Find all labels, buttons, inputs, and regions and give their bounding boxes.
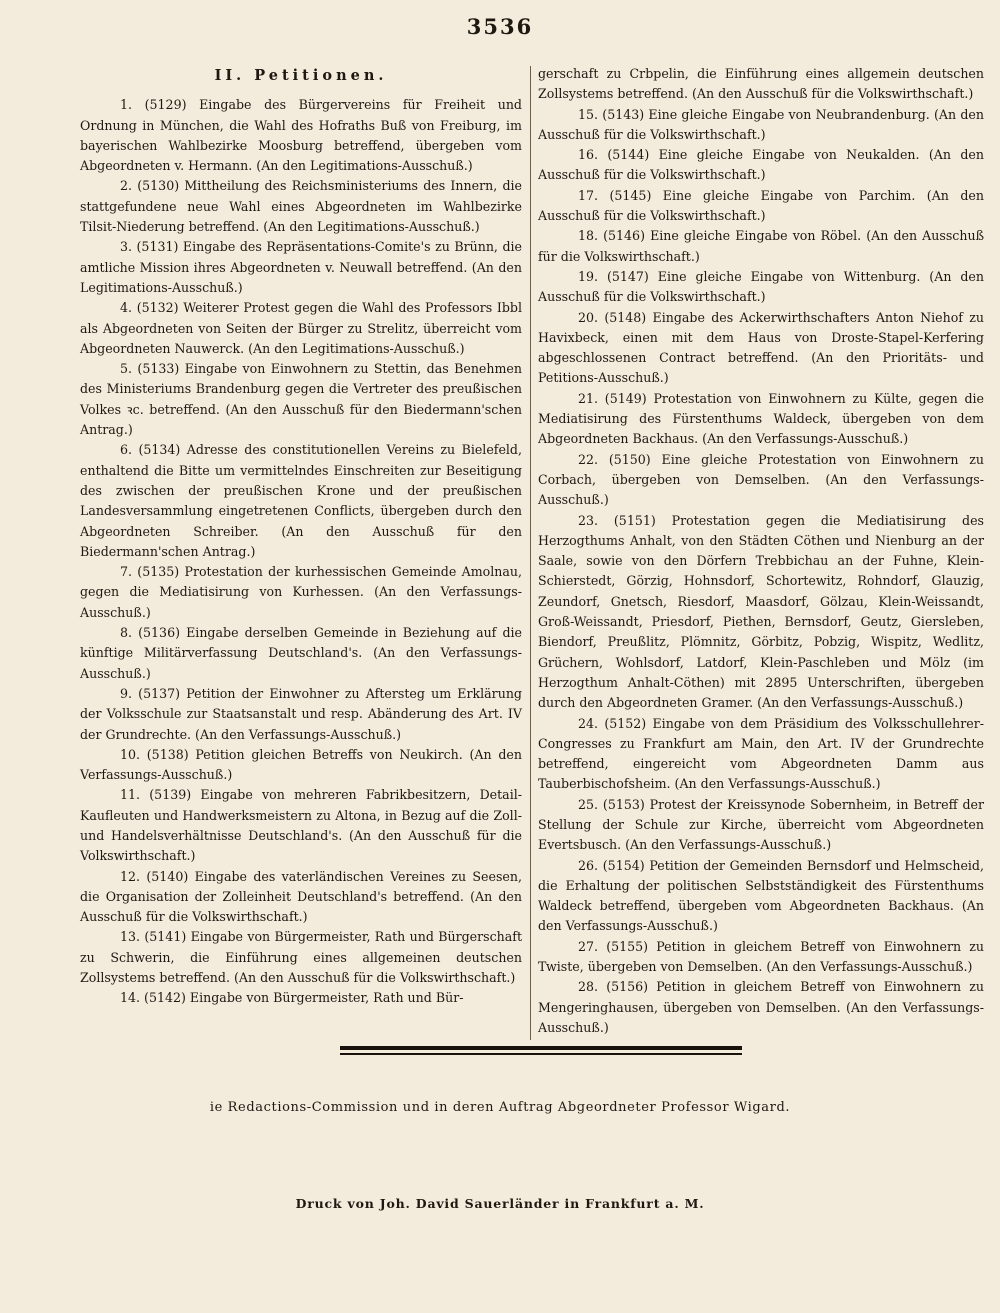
left-column (80, 64, 522, 1009)
petition-entry: gerschaft zu Crbpelin, die Einführung eines allgemein deutschen Zollsystems betreffend. (An den Ausschuß für die Volkswirthschaft.) (538, 66, 984, 102)
petition-entry: 4. (5132) Weiterer Protest gegen die Wahl des Professors Ibbl als Abgeordneten von Seiten der Bürger zu Strelitz, überreicht vom Abgeordneten Nauwerck. (An den Legitimations-Ausschuß.) (80, 300, 522, 356)
petition-entry: 8. (5136) Eingabe derselben Gemeinde in Beziehung auf die künftige Militärverfassung Deutschland's. (An den Verfassungs-Ausschuß.) (80, 625, 522, 681)
petition-entry: 10. (5138) Petition gleichen Betreffs von Neukirch. (An den Verfassungs-Ausschuß.) (80, 746, 522, 783)
right-column (538, 64, 984, 1038)
petition-entry: 11. (5139) Eingabe von mehreren Fabrikbesitzern, Detail-Kaufleuten und Handwerksmeistern zu Altona, in Bezug auf die Zoll- und Handelsverhältnisse Deutschland's. (An den Ausschuß für die Volkswirthschaft.) (80, 787, 522, 864)
petition-entry: 17. (5145) Eine gleiche Eingabe von Parchim. (An den Ausschuß für die Volkswirthschaft.) (538, 187, 984, 224)
petition-entry: 19. (5147) Eine gleiche Eingabe von Wittenburg. (An den Ausschuß für die Volkswirthschaft.) (538, 268, 984, 305)
right-entries (538, 64, 984, 1038)
page-number: 3536 (466, 14, 534, 39)
closing-double-rule (340, 1046, 742, 1055)
petition-entry: 14. (5142) Eingabe von Bürgermeister, Rath und Bür- (120, 990, 464, 1006)
petition-entry: 24. (5152) Eingabe von dem Präsidium des Volksschullehrer-Congresses zu Frankfurt am Main, den Art. IV der Grundrechte betreffend, eingereicht vom Abgeordneten Damm aus Tauberbischofsheim. (An den Verfassungs-Ausschuß.) (538, 715, 984, 792)
petition-entry: 21. (5149) Protestation von Einwohnern zu Külte, gegen die Mediatisirung des Fürstenthums Waldeck, übergeben von dem Abgeordneten Backhaus. (An den Verfassungs-Ausschuß.) (538, 390, 984, 447)
column-divider (530, 66, 531, 1040)
petition-entry: 18. (5146) Eine gleiche Eingabe von Röbel. (An den Ausschuß für die Volkswirthschaft.) (538, 228, 984, 264)
petition-entry: 12. (5140) Eingabe des vaterländischen Vereines zu Seesen, die Organisation der Zolleinheit Deutschland's betreffend. (An den Ausschuß für die Volkswirthschaft.) (80, 868, 522, 925)
petition-entry: 26. (5154) Petition der Gemeinden Bernsdorf und Helmscheid, die Erhaltung der politischen Selbstständigkeit des Fürstenthums Waldeck betreffend, übergeben vom Abgeordneten Backhaus. (An den Verfassungs-Ausschuß.) (538, 857, 984, 934)
section-title: II. Petitionen. (214, 67, 388, 84)
printer-imprint: Druck von Joh. David Sauerländer in Frankfurt a. M. (295, 1196, 705, 1211)
commission-line: ie Redactions-Commission und in deren Auftrag Abgeordneter Professor Wigard. (209, 1100, 791, 1115)
petition-entry: 15. (5143) Eine gleiche Eingabe von Neubrandenburg. (An den Ausschuß für die Volkswirthschaft.) (538, 106, 984, 142)
petition-entry: 1. (5129) Eingabe des Bürgervereins für Freiheit und Ordnung in München, die Wahl des Hofraths Buß von Freiburg, im bayerischen Wahlbezirke Moosburg betreffend, übergeben vom Abgeordneten v. Hermann. (An den Legitimations-Ausschuß.) (80, 97, 522, 174)
petition-entry: 23. (5151) Protestation gegen die Mediatisirung des Herzogthums Anhalt, von den Städten Cöthen und Nienburg an der Saale, sowie von den Dörfern Trebbichau an der Fuhne, Klein-Schierstedt, Görzig, Hohnsdorf, Schortewitz, Rohndorf, Glauzig, Zeundorf, Gnetsch, Riesdorf, Maasdorf, Gölzau, Klein-Weissandt, Groß-Weissandt, Priesdorf, Piethen, Bernsdorf, Geutz, Giersleben, Biendorf, Preußlitz, Plömnitz, Görbitz, Pobzig, Wispitz, Wedlitz, Grüchern, Wohlsdorf, Latdorf, Klein-Paschleben und Mölz (im Herzogthum Anhalt-Cöthen) mit 2895 Unterschriften, übergeben durch den Abgeordneten Gramer. (An den Verfassungs-Ausschuß.) (538, 512, 984, 711)
petition-entry: 22. (5150) Eine gleiche Protestation von Einwohnern zu Corbach, übergeben von Demselben. (An den Verfassungs-Ausschuß.) (538, 451, 984, 508)
petition-entry: 9. (5137) Petition der Einwohner zu Aftersteg um Erklärung der Volksschule zur Staatsanstalt und resp. Abänderung des Art. IV der Grundrechte. (An den Verfassungs-Ausschuß.) (80, 685, 522, 742)
petition-entry: 2. (5130) Mittheilung des Reichsministeriums des Innern, die stattgefundene neue Wahl eines Abgeordneten im Wahlbezirke Tilsit-Niederung betreffend. (An den Legitimations-Ausschuß.) (80, 178, 522, 235)
petition-entry: 25. (5153) Protest der Kreissynode Sobernheim, in Betreff der Stellung der Schule zur Kirche, überreicht vom Abgeordneten Evertsbusch. (An den Verfassungs-Ausschuß.) (538, 796, 984, 853)
petition-entry: 27. (5155) Petition in gleichem Betreff von Einwohnern zu Twiste, übergeben von Demselben. (An den Verfassungs-Ausschuß.) (538, 938, 984, 975)
petition-entry: 5. (5133) Eingabe von Einwohnern zu Stettin, das Benehmen des Ministeriums Brandenburg gegen die Vertreter des preußischen Volkes ꝛc. betreffend. (An den Ausschuß für den Biedermann'schen Antrag.) (80, 361, 522, 438)
petition-entry: 20. (5148) Eingabe des Ackerwirthschafters Anton Niehof zu Havixbeck, einen mit dem Haus von Droste-Stapel-Kerfering abgeschlossenen Contract betreffend. (An den Prioritäts- und Petitions-Ausschuß.) (538, 309, 984, 386)
petition-entry: 6. (5134) Adresse des constitutionellen Vereins zu Bielefeld, enthaltend die Bitte um vermittelndes Einschreiten zur Beseitigung des zwischen der preußischen Krone und der preußischen Landesversammlung eingetretenen Conflicts, übergeben durch den Abgeordneten Schreiber. (An den Ausschuß für den Biedermann'schen Antrag.) (80, 442, 522, 559)
petition-entry: 3. (5131) Eingabe des Repräsentations-Comite's zu Brünn, die amtliche Mission ihres Abgeordneten v. Neuwall betreffend. (An den Legitimations-Ausschuß.) (80, 239, 522, 295)
left-entries (80, 95, 522, 1008)
petition-entry: 16. (5144) Eine gleiche Eingabe von Neukalden. (An den Ausschuß für die Volkswirthschaft.) (538, 147, 984, 183)
petition-entry: 28. (5156) Petition in gleichem Betreff von Einwohnern zu Mengeringhausen, übergeben von Demselben. (An den Verfassungs-Ausschuß.) (538, 979, 984, 1035)
petition-entry: 7. (5135) Protestation der kurhessischen Gemeinde Amolnau, gegen die Mediatisirung von Kurhessen. (An den Verfassungs-Ausschuß.) (80, 564, 522, 620)
petition-entry: 13. (5141) Eingabe von Bürgermeister, Rath und Bürgerschaft zu Schwerin, die Einführung eines allgemeinen deutschen Zollsystems betreffend. (An den Ausschuß für die Volkswirthschaft.) (80, 929, 522, 986)
